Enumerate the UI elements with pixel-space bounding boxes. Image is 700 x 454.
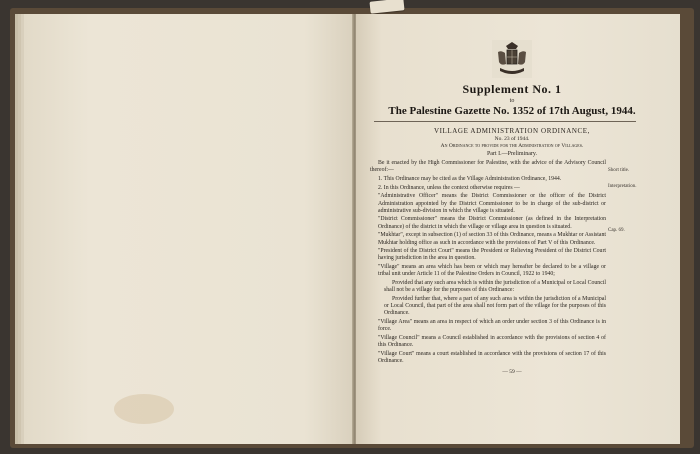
page-number: — 59 —	[502, 369, 522, 376]
supplement-to: to	[509, 98, 515, 104]
ordinance-number: No. 23 of 1944.	[494, 136, 530, 142]
page-stain	[114, 394, 174, 424]
definition-village-area: "Village Area" means an area in respect of which an order under section 3 of this Ordinance is in force.	[378, 319, 606, 333]
definition-village: "Village" means an area which has been or which may hereafter be declared to be a village or tribal unit under Article 11 of the Palestine Orders in Council, 1922 to 1940;	[378, 264, 606, 278]
ordinance-title: VILLAGE ADMINISTRATION ORDINANCE,	[433, 127, 591, 135]
paragraph-enacting: Be it enacted by the High Commissioner for Palestine, with the advice of the Advisory Council thereof:—	[370, 160, 606, 174]
ordinance-body	[364, 160, 660, 365]
margin-note-interpretation: Interpretation.	[608, 184, 637, 189]
definition-administrative-officer: "Administrative Officer" means the District Commissioner or the officer of the District Administration appointed by the District Commissioner to be in charge of the sub-district or administrative sub-division in which the village is situated.	[378, 193, 606, 214]
definition-president: "President of the District Court" means the President or Relieving President of the District Court having jurisdiction in the area in question.	[378, 248, 606, 262]
definition-district-commissioner: "District Commissioner" means the District Commissioner (as defined in the Interpretation Ordinance) of the district in which the village or village area in question is situated.	[378, 216, 606, 230]
right-page	[356, 14, 680, 444]
paragraph-1: 1. This Ordinance may be cited as the Village Administration Ordinance, 1944.	[378, 175, 562, 182]
ordinance-subtitle: An Ordinance to provide for the Administration of Villages.	[440, 143, 584, 149]
supplement-title: Supplement No. 1	[462, 82, 562, 96]
header-divider	[374, 121, 636, 122]
margin-note-short-title: Short title.	[608, 168, 630, 173]
part-heading: Part I.—Preliminary.	[486, 151, 538, 157]
definition-mukhtar: "Mukhtar", except in subsection (1) of section 33 of this Ordinance, means a Mukhtar or Assistant Mukhtar holding office as such in accordance with the provisions of Part V of this Ordinance.	[378, 232, 606, 246]
gazette-line: The Palestine Gazette No. 1352 of 17th August, 1944.	[388, 105, 636, 117]
definition-village-council: "Village Council" means a Council established in accordance with the provisions of section 4 of this Ordinance.	[378, 334, 606, 349]
left-page	[24, 14, 354, 444]
paragraph-2: 2. In this Ordinance, unless the context otherwise requires —	[378, 184, 520, 191]
proviso-1: Provided that any such area which is within the jurisdiction of a Municipal or Local Council shall not be a village for the purposes of this Ordinance:	[384, 280, 606, 294]
proviso-2: Provided further that, where a part of any such area is within the jurisdiction of a Municipal or Local Council, that part of the area shall not form part of the village for the purposes of this Ordinance.	[384, 295, 606, 317]
margin-note-cap: Cap. 69.	[608, 228, 625, 233]
royal-coat-of-arms-icon	[492, 40, 532, 78]
definition-village-court: "Village Court" means a court established in accordance with the provisions of section 17 of this Ordinance.	[378, 350, 606, 365]
